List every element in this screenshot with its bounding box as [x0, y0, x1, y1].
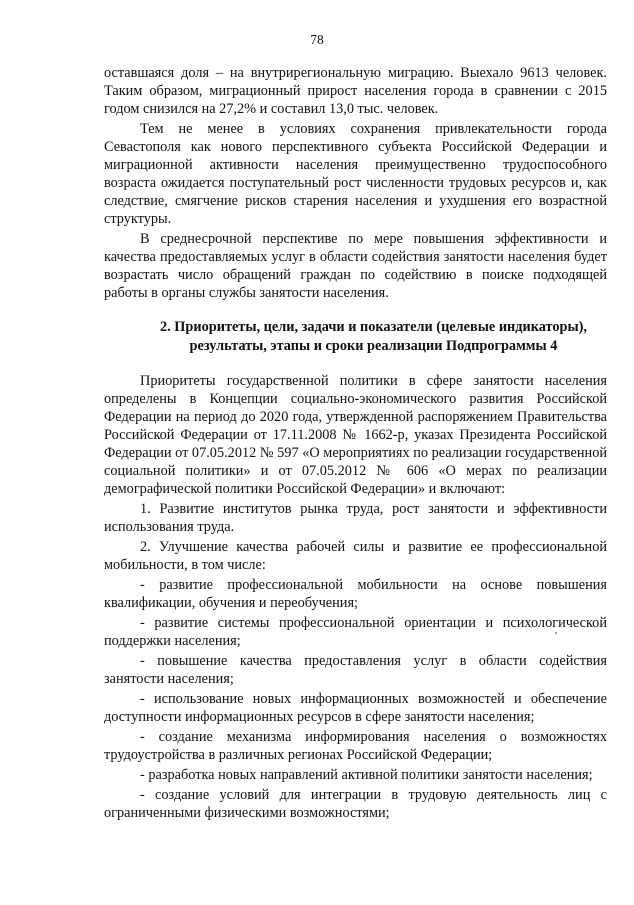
list-item: - создание условий для интеграции в трудовую деятельность лиц с ограниченными физическими возможностями; — [104, 787, 607, 821]
list-item: - создание механизма информирования населения о возможностях трудоустройства в различных регионах Российской Федерации; — [104, 729, 607, 763]
list-item: - развитие профессиональной мобильности на основе повышения квалификации, обучения и переобучения; — [104, 577, 607, 611]
list-item: 2. Улучшение качества рабочей силы и развитие ее профессиональной мобильности, в том числе: — [104, 539, 607, 573]
page-body — [104, 64, 607, 822]
list-item: - развитие системы профессиональной ориентации и психологической поддержки населения; — [104, 615, 607, 649]
paragraph: Приоритеты государственной политики в сфере занятости населения определены в Концепции социально-экономического развития Российской Федерации на период до 2020 года, утвержденной распоряжением Правительства Российской Федерации от 17.11.2008 № 1662-р, указах Президента Российской Федерации от 07.05.2012 № 597 «О мероприятиях по реализации государственной социальной политики» и от 07.05.2012 № 606 «О мерах по реализации демографической политики Российской Федерации» и включают: — [104, 373, 607, 497]
page-number: 78 — [310, 32, 324, 47]
paragraph: оставшаяся доля – на внутрирегиональную миграцию. Выехало 9613 человек. Таким образом, миграционный прирост населения города в сравнении с 2015 годом снизился на 27,2% и составил 13,0 тыс. человек. — [104, 65, 607, 117]
section-heading: 2. Приоритеты, цели, задачи и показатели (целевые индикаторы), результаты, этапы и сроки реализации Подпрограммы 4 — [160, 319, 587, 354]
list-item: - использование новых информационных возможностей и обеспечение доступности информационных ресурсов в сфере занятости населения; — [104, 691, 607, 725]
scan-speck — [555, 632, 557, 634]
paragraph: В среднесрочной перспективе по мере повышения эффективности и качества предоставляемых услуг в области содействия занятости населения будет возрастать число обращений граждан по содействию в поиске подходящей работы в органы службы занятости населения. — [104, 231, 607, 301]
list-item: - повышение качества предоставления услуг в области содействия занятости населения; — [104, 653, 607, 687]
paragraph: Тем не менее в условиях сохранения привлекательности города Севастополя как нового перспективного субъекта Российской Федерации и миграционной активности населения преимущественно трудоспособного возраста ожидается поступательный рост численности трудовых ресурсов и, как следствие, смягчение рисков старения населения и ухудшения его возрастной структуры. — [104, 121, 607, 227]
list-item: - разработка новых направлений активной политики занятости населения; — [140, 767, 593, 783]
list-item: 1. Развитие институтов рынка труда, рост занятости и эффективности использования труда. — [104, 501, 607, 535]
